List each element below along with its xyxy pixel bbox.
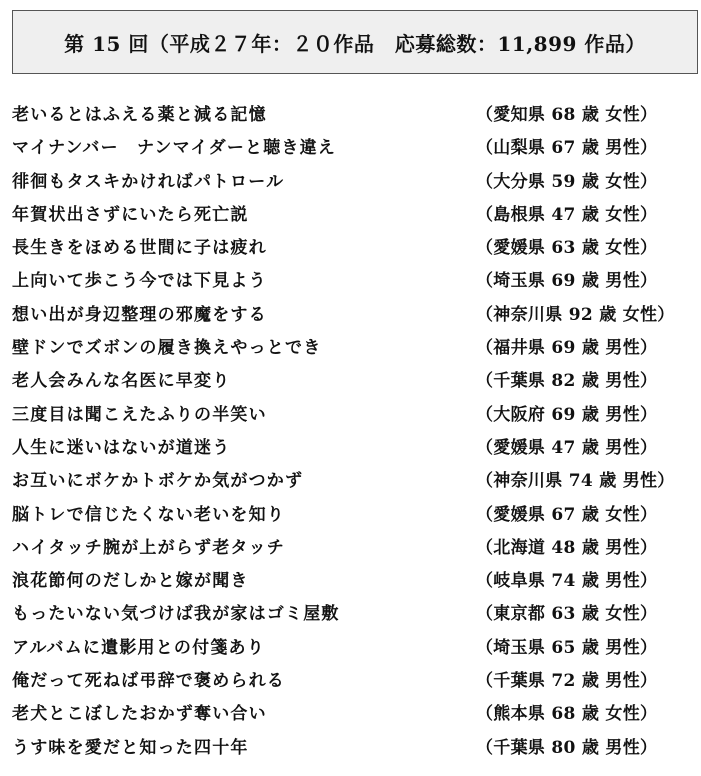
list-item bbox=[12, 96, 698, 129]
author-info: （岐阜県 74 歳 男性） bbox=[476, 571, 658, 592]
poem-text: 俺だって死ねば弔辞で褒められる bbox=[12, 671, 285, 692]
author-info: （北海道 48 歳 男性） bbox=[476, 537, 658, 558]
header-title: 第 15 回（平成２７年：２０作品 応募総数：11,899 作品） bbox=[64, 31, 646, 56]
author-info: （愛媛県 47 歳 男性） bbox=[476, 437, 658, 458]
poem-text: 想い出が身辺整理の邪魔をする bbox=[12, 304, 267, 325]
poem-text: ハイタッチ腕が上がらず老タッチ bbox=[12, 537, 285, 558]
poem-text: 浪花節何のだしかと嫁が聞き bbox=[12, 571, 249, 592]
list-item bbox=[12, 329, 698, 362]
list-item bbox=[12, 695, 698, 728]
poem-text: 人生に迷いはないが道迷う bbox=[12, 437, 231, 458]
list-item bbox=[12, 629, 698, 662]
list-item bbox=[12, 562, 698, 595]
author-info: （埼玉県 69 歳 男性） bbox=[476, 271, 658, 292]
author-info: （千葉県 72 歳 男性） bbox=[476, 671, 658, 692]
list-item bbox=[12, 595, 698, 628]
poem-text: 長生きをほめる世間に子は疲れ bbox=[12, 238, 267, 259]
author-info: （東京都 63 歳 女性） bbox=[476, 604, 658, 625]
list-item bbox=[12, 362, 698, 395]
poem-text: 老いるとはふえる薬と減る記憶 bbox=[12, 105, 267, 125]
list-item bbox=[12, 296, 698, 329]
author-info: （大阪府 69 歳 男性） bbox=[476, 404, 658, 425]
poem-text: アルバムに遺影用との付箋あり bbox=[12, 637, 265, 658]
author-info: （熊本県 68 歳 女性） bbox=[476, 704, 658, 725]
poem-text: もったいない気づけば我が家はゴミ屋敷 bbox=[12, 604, 340, 625]
author-info: （福井県 69 歳 男性） bbox=[476, 338, 658, 359]
list-item bbox=[12, 129, 698, 162]
author-info: （島根県 47 歳 女性） bbox=[476, 204, 658, 225]
author-info: （神奈川県 74 歳 男性） bbox=[476, 471, 675, 492]
poem-text: 上向いて歩こう今では下見よう bbox=[12, 271, 267, 292]
list-item bbox=[12, 462, 698, 495]
poem-text: 壁ドンでズボンの履き換えやっとでき bbox=[12, 338, 322, 359]
author-info: （神奈川県 92 歳 女性） bbox=[476, 304, 675, 325]
author-info: （大分県 59 歳 女性） bbox=[476, 171, 658, 192]
poem-text: 老人会みんな名医に早変り bbox=[12, 371, 231, 392]
poem-text: 老犬とこぼしたおかず奪い合い bbox=[12, 704, 267, 725]
poem-text: 年賀状出さずにいたら死亡説 bbox=[12, 204, 249, 225]
list-item bbox=[12, 729, 698, 762]
list-item bbox=[12, 496, 698, 529]
author-info: （千葉県 82 歳 男性） bbox=[476, 371, 658, 392]
poem-text: 脳トレで信じたくない老いを知り bbox=[12, 504, 285, 525]
list-item bbox=[12, 262, 698, 295]
author-info: （愛媛県 63 歳 女性） bbox=[476, 238, 658, 259]
author-info: （埼玉県 65 歳 男性） bbox=[476, 637, 658, 658]
author-info: （千葉県 80 歳 男性） bbox=[476, 737, 658, 758]
list-item bbox=[12, 229, 698, 262]
poem-text: うす味を愛だと知った四十年 bbox=[12, 737, 249, 758]
author-info: （愛媛県 67 歳 女性） bbox=[476, 504, 658, 525]
list-item bbox=[12, 529, 698, 562]
list-item bbox=[12, 662, 698, 695]
poem-text: マイナンバー ナンマイダーと聴き違え bbox=[12, 138, 337, 159]
senryu-list bbox=[12, 96, 698, 763]
author-info: （愛知県 68 歳 女性） bbox=[476, 105, 658, 125]
poem-text: 徘徊もタスキかければパトロール bbox=[12, 171, 285, 192]
header-box bbox=[12, 10, 698, 74]
list-item bbox=[12, 429, 698, 462]
list-item bbox=[12, 396, 698, 429]
list-item bbox=[12, 163, 698, 196]
author-info: （山梨県 67 歳 男性） bbox=[476, 138, 658, 159]
list-item bbox=[12, 196, 698, 229]
poem-text: 三度目は聞こえたふりの半笑い bbox=[12, 404, 267, 425]
poem-text: お互いにボケかトボケか気がつかず bbox=[12, 471, 304, 492]
